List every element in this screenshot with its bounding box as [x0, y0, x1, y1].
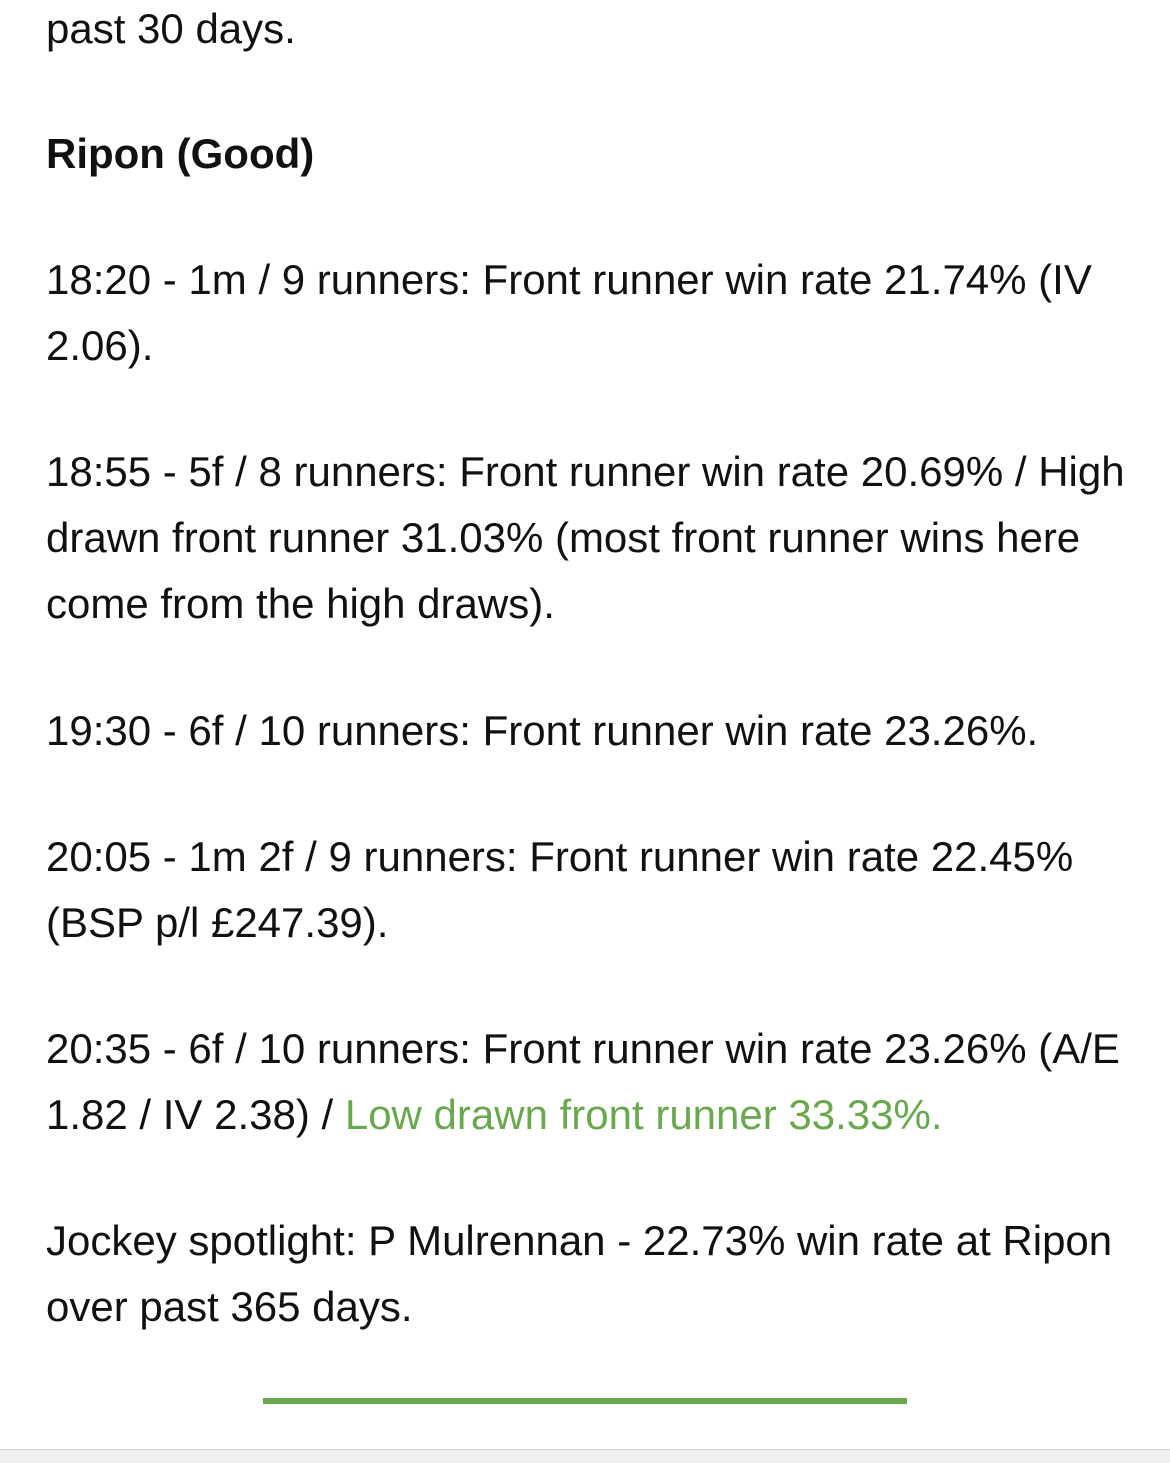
- bottom-toolbar-edge: [0, 1449, 1170, 1463]
- race-1820: 18:20 - 1m / 9 runners: Front runner win rate 21.74% (IV 2.06).: [46, 256, 1092, 369]
- race-2035: [46, 1016, 1136, 1148]
- race-2035-highlight: Low drawn front runner 33.33%.: [344, 1091, 943, 1138]
- section-heading: Ripon (Good): [46, 130, 315, 177]
- intro-tail-text: past 30 days.: [46, 5, 296, 52]
- race-2035-text: 20:35 - 6f / 10 runners: Front runner win rate 23.26% (A/E 1.82 / IV 2.38) /: [46, 1025, 1120, 1138]
- race-1855: 18:55 - 5f / 8 runners: Front runner win rate 20.69% / High drawn front runner 31.03% (most front runner wins here come from the high draws).: [46, 448, 1125, 627]
- section-divider: [263, 1398, 907, 1404]
- race-2005: 20:05 - 1m 2f / 9 runners: Front runner win rate 22.45% (BSP p/l £247.39).: [46, 833, 1074, 946]
- race-1930: 19:30 - 6f / 10 runners: Front runner win rate 23.26%.: [46, 707, 1039, 754]
- jockey-spotlight: Jockey spotlight: P Mulrennan - 22.73% win rate at Ripon over past 365 days.: [46, 1217, 1113, 1330]
